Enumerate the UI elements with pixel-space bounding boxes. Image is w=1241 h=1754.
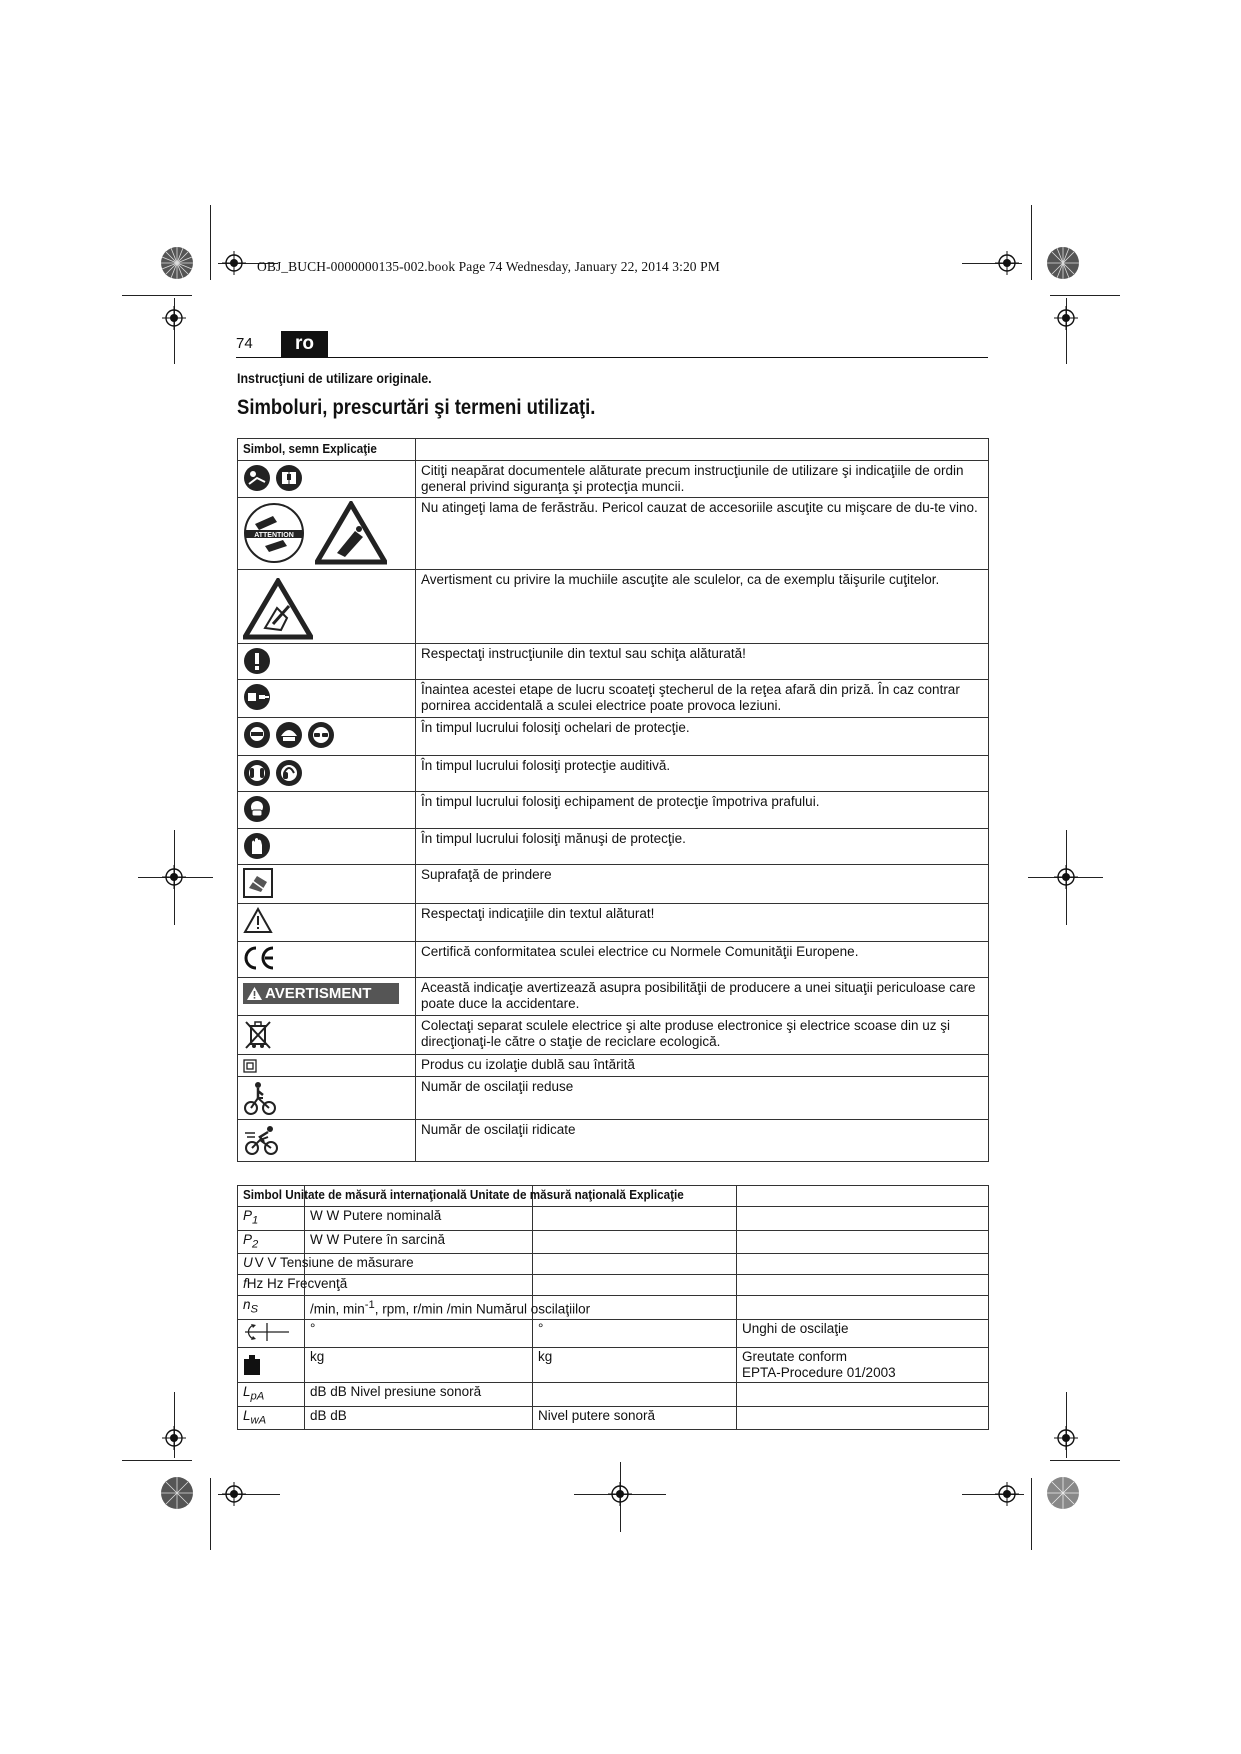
table-row bbox=[238, 461, 989, 498]
symbols-table bbox=[237, 438, 989, 1162]
unit-symbol-subscript: 2 bbox=[252, 1238, 259, 1251]
registration-mark-icon bbox=[608, 1482, 632, 1506]
row-explanation: Produs cu izolaţie dublă sau întărită bbox=[416, 1055, 989, 1077]
table-row bbox=[238, 756, 989, 792]
table-header: Simbol, semn Explicaţie bbox=[238, 439, 416, 461]
unit-cell: Nivel putere sonoră bbox=[533, 1406, 737, 1430]
table-row bbox=[238, 1016, 989, 1055]
table-row bbox=[238, 644, 989, 680]
double-insulation-icon bbox=[243, 1059, 257, 1073]
registration-mark-icon bbox=[222, 1482, 246, 1506]
table-row bbox=[238, 1254, 989, 1275]
dust-mask-icon bbox=[243, 795, 271, 823]
unit-cell: EPTA-Procedure 01/2003 bbox=[742, 1365, 896, 1381]
table-row bbox=[238, 904, 989, 942]
safety-helmet-icon bbox=[275, 721, 303, 749]
row-explanation: Număr de oscilaţii ridicate bbox=[416, 1120, 989, 1162]
unit-cell: W W Putere în sarcină bbox=[305, 1230, 533, 1254]
unit-cell bbox=[737, 1406, 989, 1430]
unit-cell: Greutate conform bbox=[742, 1349, 848, 1365]
unit-symbol-subscript: wA bbox=[250, 1414, 267, 1427]
ear-protection-icon bbox=[243, 759, 271, 787]
unit-cell: , rpm, r/min /min Numărul oscilaţiilor bbox=[374, 1301, 591, 1317]
table-row bbox=[238, 792, 989, 829]
section-title: Simboluri, prescurtări şi termeni utilizaţi. bbox=[237, 396, 596, 419]
unit-symbol-subscript: 1 bbox=[252, 1214, 259, 1227]
unit-cell bbox=[737, 1296, 989, 1320]
row-explanation: Respectaţi instrucţiunile din textul sau schiţa alăturată! bbox=[416, 644, 989, 680]
registration-mark-icon bbox=[162, 1426, 186, 1450]
unit-cell: dB dB Nivel presiune sonoră bbox=[305, 1383, 533, 1407]
table-row bbox=[238, 570, 989, 644]
units-table bbox=[237, 1185, 989, 1430]
registration-mark-icon bbox=[162, 865, 186, 889]
unit-cell bbox=[737, 1275, 989, 1296]
unit-cell: V V Tensiune de măsurare bbox=[254, 1255, 414, 1271]
registration-mark-icon bbox=[995, 1482, 1019, 1506]
registration-mark-icon bbox=[162, 306, 186, 330]
row-explanation: Colectaţi separat sculele electrice şi alte produse electronice şi electrice scoase din uz şi direcţionaţi-le către o staţie de reciclare ecologică. bbox=[416, 1016, 989, 1055]
unit-cell bbox=[533, 1383, 737, 1407]
unit-symbol: U bbox=[243, 1255, 253, 1271]
unit-cell: /min, min bbox=[310, 1301, 365, 1317]
registration-mark-icon bbox=[995, 251, 1019, 275]
unit-cell bbox=[533, 1254, 737, 1275]
unit-symbol: L bbox=[243, 1407, 251, 1423]
warning-triangle-icon bbox=[243, 907, 273, 934]
table-row bbox=[238, 1296, 989, 1320]
registration-mark-icon bbox=[222, 251, 246, 275]
unit-cell: kg bbox=[305, 1348, 533, 1383]
unit-cell: kg bbox=[533, 1348, 737, 1383]
unit-symbol-subscript: S bbox=[250, 1304, 259, 1317]
unit-symbol-subscript: pA bbox=[250, 1390, 265, 1403]
table-row bbox=[238, 978, 989, 1016]
unit-cell bbox=[533, 1230, 737, 1254]
color-rosette-icon bbox=[1046, 246, 1080, 280]
attention-label: ATTENTION bbox=[254, 532, 294, 539]
table-row bbox=[238, 865, 989, 904]
document-subtitle: Instrucţiuni de utilizare originale. bbox=[237, 371, 432, 386]
unit-superscript: -1 bbox=[364, 1299, 375, 1312]
book-icon bbox=[275, 464, 303, 492]
avertisment-badge bbox=[243, 983, 399, 1004]
book-header: OBJ_BUCH-0000000135-002.book Page 74 Wednesday, January 22, 2014 3:20 PM bbox=[257, 259, 720, 274]
table-row bbox=[238, 829, 989, 865]
row-explanation: În timpul lucrului folosiţi echipament de protecţie împotriva prafului. bbox=[416, 792, 989, 829]
unit-cell bbox=[533, 1207, 737, 1231]
table-row bbox=[238, 1320, 989, 1348]
unit-cell bbox=[737, 1207, 989, 1231]
unit-cell: Hz Hz Frecvenţă bbox=[246, 1276, 348, 1292]
warning-sharp-edges-icon bbox=[243, 578, 313, 640]
row-explanation: Respectaţi indicaţiile din textul alăturat! bbox=[416, 904, 989, 942]
page-number: 74 bbox=[236, 335, 253, 352]
table-row bbox=[238, 718, 989, 756]
warning-saw-icon bbox=[315, 501, 387, 565]
face-shield-icon bbox=[243, 721, 271, 749]
row-explanation: În timpul lucrului folosiţi mănuşi de protecţie. bbox=[416, 829, 989, 865]
unit-symbol: P bbox=[243, 1231, 253, 1247]
row-explanation: Număr de oscilaţii reduse bbox=[416, 1077, 989, 1120]
row-explanation: Această indicaţie avertizează asupra posibilităţii de producere a unei situaţii periculoase care poate duce la accidentare. bbox=[416, 978, 989, 1016]
gloves-icon bbox=[243, 832, 271, 860]
row-explanation: În timpul lucrului folosiţi protecţie auditivă. bbox=[416, 756, 989, 792]
unplug-icon bbox=[243, 683, 271, 711]
table-row bbox=[238, 1055, 989, 1077]
grip-surface-icon bbox=[243, 868, 273, 898]
table-row bbox=[238, 1120, 989, 1162]
table-row bbox=[238, 1406, 989, 1430]
safety-goggles-icon bbox=[307, 721, 335, 749]
unit-cell: W W Putere nominală bbox=[305, 1207, 533, 1231]
row-explanation: Suprafaţă de prindere bbox=[416, 865, 989, 904]
unit-symbol: L bbox=[243, 1384, 251, 1400]
registration-mark-icon bbox=[1054, 306, 1078, 330]
slow-bicycle-icon bbox=[243, 1080, 277, 1116]
registration-mark-icon bbox=[1054, 1426, 1078, 1450]
table-row bbox=[238, 1207, 989, 1231]
table-row bbox=[238, 680, 989, 718]
table-row bbox=[238, 942, 989, 978]
row-explanation: Certifică conformitatea sculei electrice cu Normele Comunităţii Europene. bbox=[416, 942, 989, 978]
ce-mark-icon bbox=[243, 945, 277, 971]
table-row bbox=[238, 1230, 989, 1254]
table-row bbox=[238, 498, 989, 570]
header-rule bbox=[236, 357, 988, 358]
unit-symbol: f bbox=[243, 1276, 247, 1292]
read-manual-icon bbox=[243, 464, 271, 492]
color-rosette-icon bbox=[160, 1476, 194, 1510]
unit-cell: Unghi de oscilaţie bbox=[737, 1320, 989, 1348]
unit-cell bbox=[737, 1230, 989, 1254]
unit-symbol: n bbox=[243, 1297, 251, 1313]
table-row bbox=[238, 1348, 989, 1383]
mandatory-exclamation-icon bbox=[243, 647, 271, 675]
unit-cell bbox=[533, 1275, 737, 1296]
unit-symbol: P bbox=[243, 1208, 253, 1223]
registration-mark-icon bbox=[1054, 865, 1078, 889]
row-explanation: Înaintea acestei etape de lucru scoateţi ştecherul de la reţea afară din priză. În caz contrar pornirea accidentală a sculei electrice poate provoca leziuni. bbox=[416, 680, 989, 718]
row-explanation: Citiţi neapărat documentele alăturate precum instrucţiunile de utilizare şi indicaţiile de ordin general privind siguranţa şi protecţia muncii. bbox=[416, 461, 989, 498]
row-explanation: În timpul lucrului folosiţi ochelari de protecţie. bbox=[416, 718, 989, 756]
color-rosette-icon bbox=[160, 246, 194, 280]
attention-blade-icon bbox=[243, 502, 305, 564]
weight-icon bbox=[243, 1354, 261, 1376]
unit-cell: dB dB bbox=[305, 1406, 533, 1430]
unit-cell bbox=[737, 1254, 989, 1275]
table-header: Simbol Unitate de măsură internaţională Unitate de măsură naţională Explicaţie bbox=[243, 1187, 684, 1202]
table-row bbox=[238, 1275, 989, 1296]
unit-cell bbox=[737, 1383, 989, 1407]
ear-muffs-icon bbox=[275, 759, 303, 787]
crossed-bin-icon bbox=[243, 1019, 273, 1051]
table-header-row bbox=[238, 1186, 989, 1207]
row-explanation: Nu atingeţi lama de ferăstrău. Pericol cauzat de accesoriile ascuţite cu mişcare de du-te vino. bbox=[416, 498, 989, 570]
oscillation-angle-icon bbox=[243, 1321, 291, 1343]
table-row bbox=[238, 1383, 989, 1407]
row-explanation: Avertisment cu privire la muchiile ascuţite ale sculelor, ca de exemplu tăişurile cuţitelor. bbox=[416, 570, 989, 644]
color-rosette-icon bbox=[1046, 1476, 1080, 1510]
warning-triangle-icon bbox=[247, 987, 262, 1000]
fast-bicycle-icon bbox=[243, 1123, 281, 1157]
table-header-row bbox=[238, 439, 989, 461]
avertisment-label: AVERTISMENT bbox=[265, 985, 372, 1002]
unit-cell: ° bbox=[305, 1320, 533, 1348]
language-tag: ro bbox=[281, 331, 328, 357]
unit-cell: ° bbox=[533, 1320, 737, 1348]
table-row bbox=[238, 1077, 989, 1120]
